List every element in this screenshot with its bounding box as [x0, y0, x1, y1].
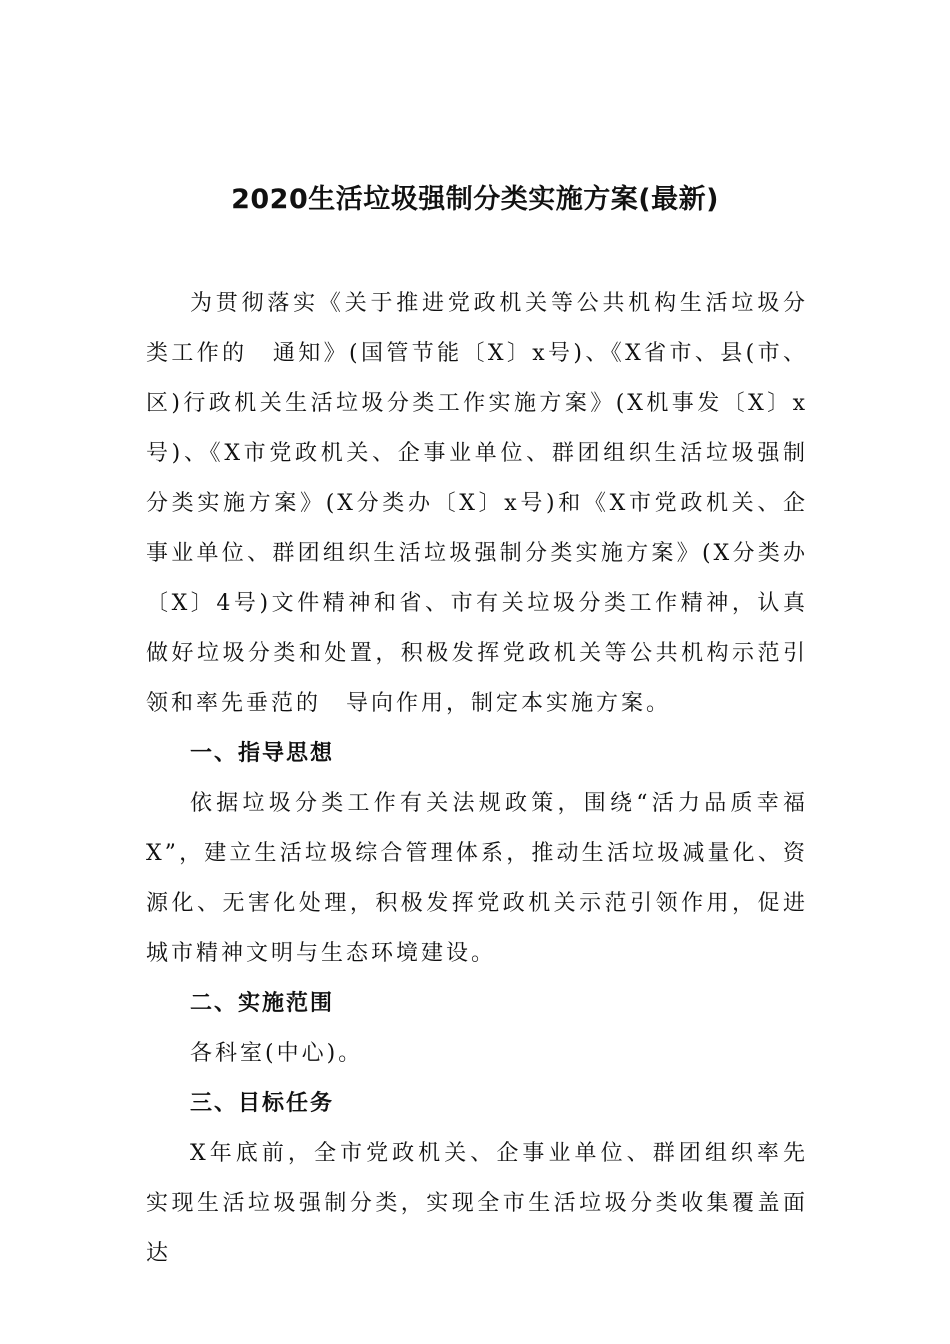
section-heading-goals: 三、目标任务: [190, 1091, 335, 1116]
section-text-guiding-ideology: 依据垃圾分类工作有关法规政策，围绕“活力品质幸福X”，建立生活垃圾综合管理体系，推动生活垃圾减量化、资源化、无害化处理，积极发挥党政机关示范引领作用，促进城市精神文明与生态环境建设。: [146, 791, 808, 966]
document-title: 2020生活垃圾强制分类实施方案(最新): [231, 184, 719, 215]
section-text-scope: 各科室(中心)。: [190, 1041, 364, 1066]
intro-paragraph: 为贯彻落实《关于推进党政机关等公共机构生活垃圾分类工作的 通知》(国管节能〔X〕x号)、《X省市、县(市、区)行政机关生活垃圾分类工作实施方案》(X机事发〔X〕x号)、《X市党政机关、企事业单位、群团组织生活垃圾强制分类实施方案》(X分类办〔X〕x号)和《X市党政机关、企事业单位、群团组织生活垃圾强制分类实施方案》(X分类办〔X〕4号)文件精神和省、市有关垃圾分类工作精神，认真做好垃圾分类和处置，积极发挥党政机关等公共机构示范引领和率先垂范的 导向作用，制定本实施方案。: [146, 291, 808, 716]
section-heading-guiding-ideology: 一、指导思想: [190, 741, 335, 766]
section-heading-scope: 二、实施范围: [190, 991, 335, 1016]
section-text-goals: X年底前，全市党政机关、企事业单位、群团组织率先实现生活垃圾强制分类，实现全市生活垃圾分类收集覆盖面达: [146, 1141, 808, 1266]
document-body: [146, 279, 808, 1279]
